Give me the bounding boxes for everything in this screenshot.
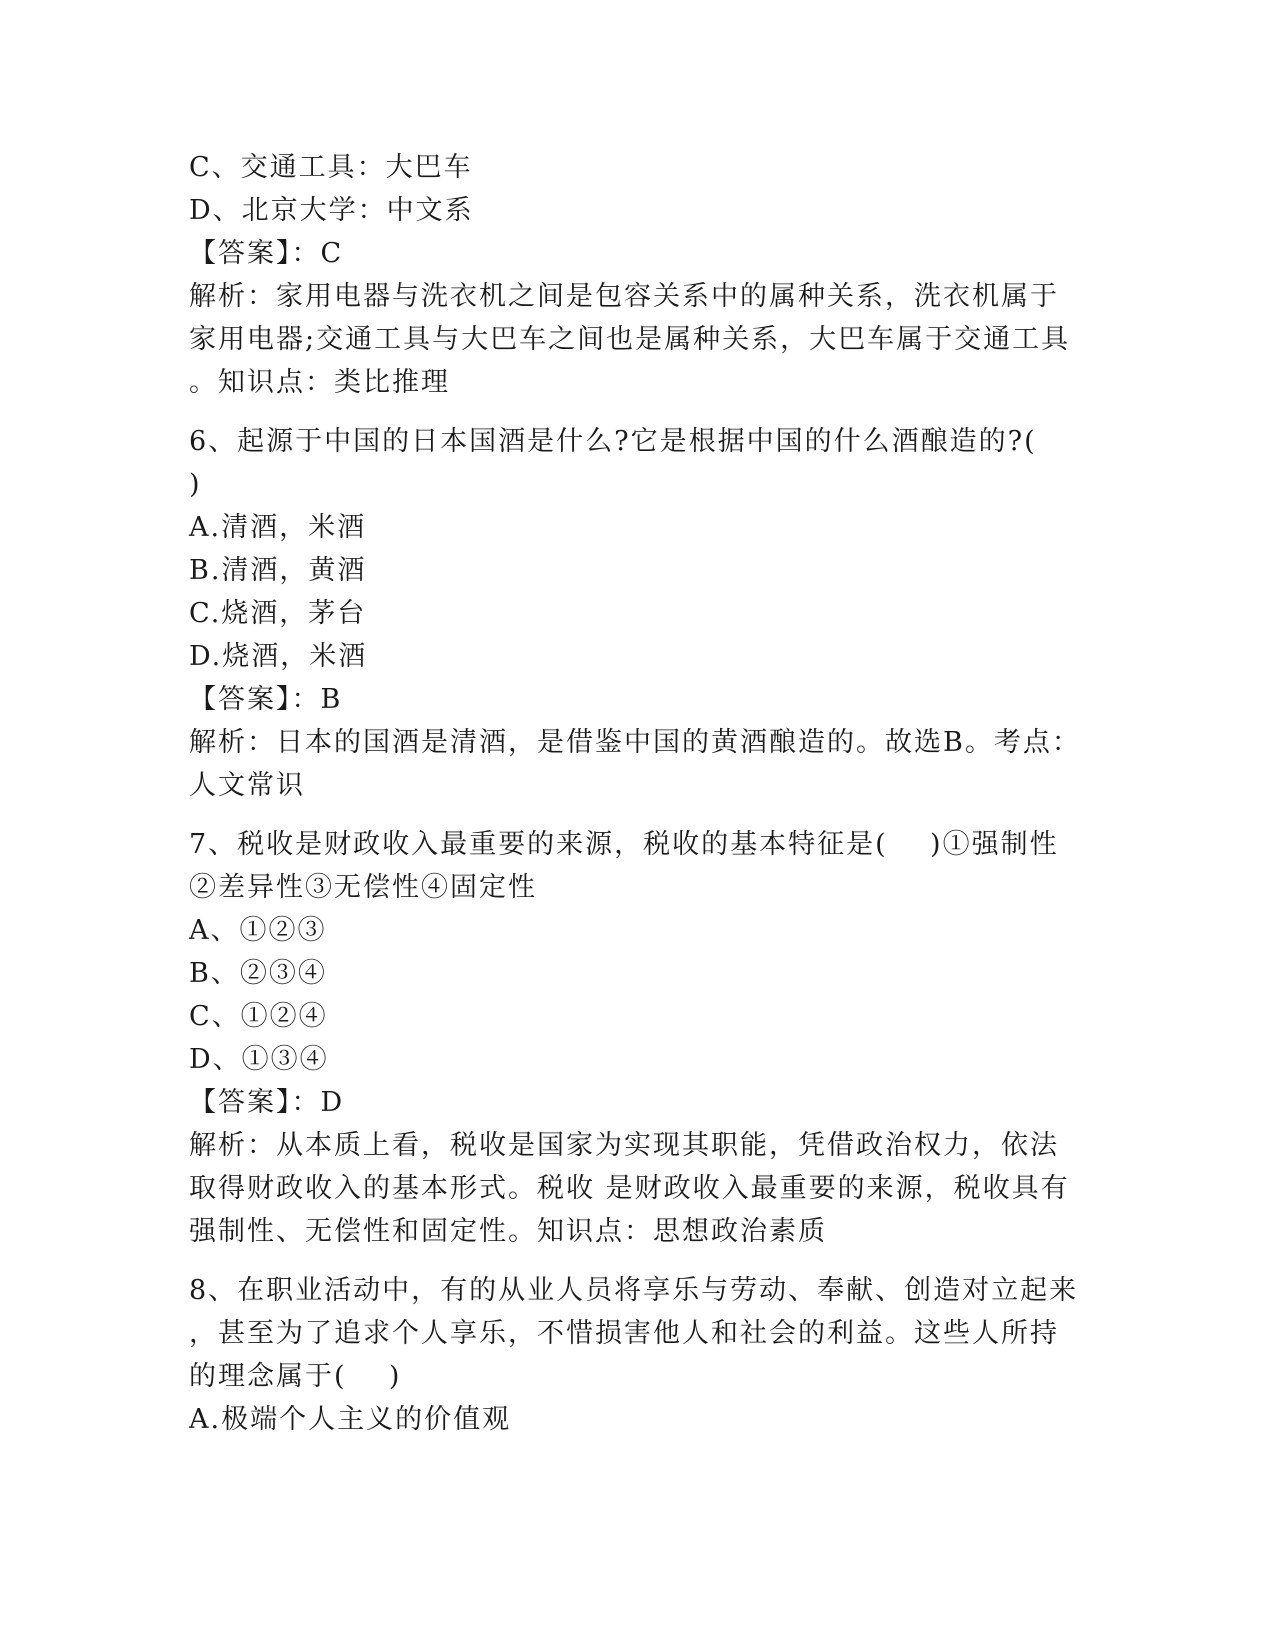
option-b: B、②③④ bbox=[189, 958, 327, 989]
question-8-text: 的理念属于( ) bbox=[189, 1361, 402, 1392]
analysis-line: 家用电器;交通工具与大巴车之间也是属种关系，大巴车属于交通工具 bbox=[189, 324, 1071, 355]
question-8-text: 8、在职业活动中，有的从业人员将享乐与劳动、奉献、创造对立起来 bbox=[189, 1275, 1079, 1306]
question-8-text: ，甚至为了追求个人享乐，不惜损害他人和社会的利益。这些人所持 bbox=[189, 1318, 1059, 1349]
analysis-line: 解析：从本质上看，税收是国家为实现其职能，凭借政治权力，依法 bbox=[189, 1130, 1059, 1161]
option-d: D、①③④ bbox=[189, 1044, 329, 1075]
option-d: D、北京大学：中文系 bbox=[189, 195, 474, 226]
option-a: A、①②③ bbox=[189, 915, 327, 946]
answer-line: 【答案】：C bbox=[189, 238, 344, 269]
option-b: B.清酒，黄酒 bbox=[189, 555, 367, 586]
analysis-line: 人文常识 bbox=[189, 770, 305, 801]
option-c: C、交通工具：大巴车 bbox=[189, 152, 473, 183]
document-content bbox=[189, 146, 1089, 1441]
option-c: C.烧酒，茅台 bbox=[189, 598, 367, 629]
analysis-line: 解析：日本的国酒是清酒，是借鉴中国的黄酒酿造的。故选B。考点： bbox=[189, 727, 1081, 758]
analysis-line: 。知识点：类比推理 bbox=[189, 367, 450, 398]
option-a: A.清酒，米酒 bbox=[189, 512, 367, 543]
option-d: D.烧酒，米酒 bbox=[189, 641, 368, 672]
question-6-text: ) bbox=[189, 469, 202, 500]
option-c: C、①②④ bbox=[189, 1001, 328, 1032]
answer-line: 【答案】：B bbox=[189, 684, 343, 715]
analysis-line: 解析：家用电器与洗衣机之间是包容关系中的属种关系，洗衣机属于 bbox=[189, 281, 1059, 312]
analysis-line: 强制性、无偿性和固定性。知识点：思想政治素质 bbox=[189, 1216, 827, 1247]
question-7-text: 7、税收是财政收入最重要的来源，税收的基本特征是( )①强制性 bbox=[189, 829, 1059, 860]
answer-line: 【答案】：D bbox=[189, 1087, 345, 1118]
question-6-text: 6、起源于中国的日本国酒是什么?它是根据中国的什么酒酿造的?( bbox=[189, 426, 1037, 457]
question-7-text: ②差异性③无偿性④固定性 bbox=[189, 872, 537, 903]
option-a: A.极端个人主义的价值观 bbox=[189, 1404, 512, 1435]
analysis-line: 取得财政收入的基本形式。税收 是财政收入最重要的来源，税收具有 bbox=[189, 1173, 1070, 1204]
